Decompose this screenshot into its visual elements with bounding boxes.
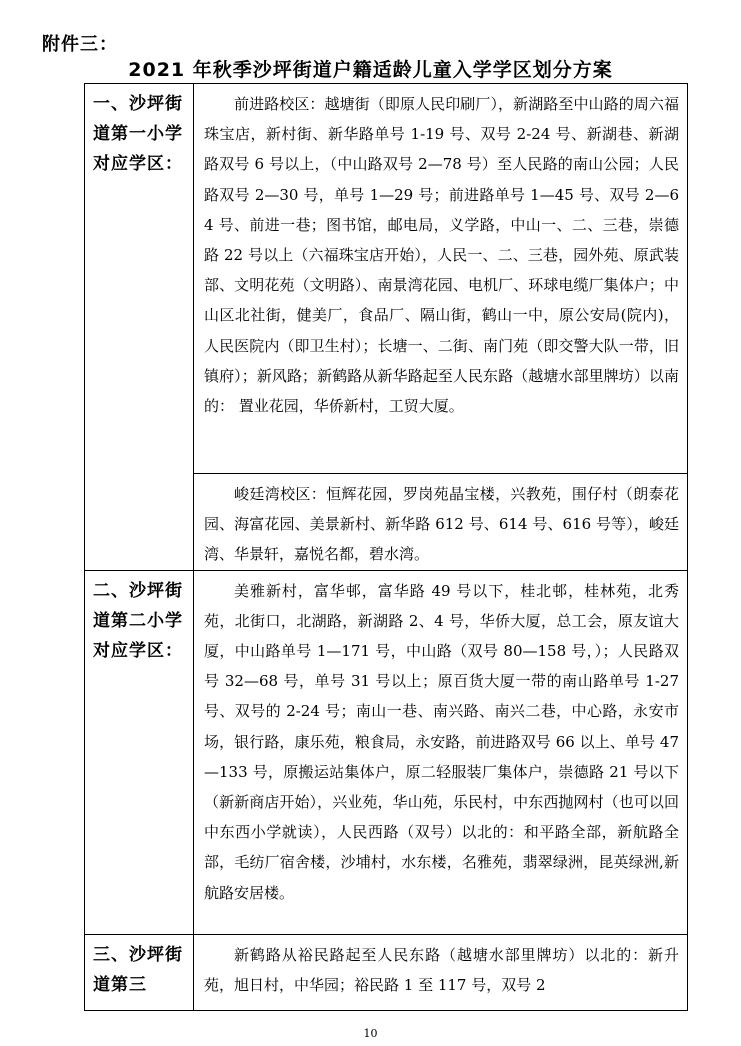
school-label-1: 一、沙坪街道第一小学对应学区： [85,84,194,571]
zone-content-junting: 峻廷湾校区：恒辉花园，罗岗苑晶宝楼，兴教苑，围仔村（朗泰花园、海富花园、美景新村、新华路 612 号、614 号、616 号等），峻廷湾、华景轩，嘉悦名都，碧水湾。 [194,474,688,571]
zone-content-qianjin: 前进路校区：越塘街（即原人民印刷厂），新湖路至中山路的周六福珠宝店，新村街、新华路单号 1-19 号、双号 2-24 号、新湖巷、新湖路双号 6 号以上，（中山路双号 2—78 号）至人民路的南山公园；人民路双号 2—30 号，单号 1—29 号；前进路单号 1—45 号、双号 2—64 号、前进一巷；图书馆，邮电局，义学路，中山一、二、三巷，崇德路 22 号以上（六福珠宝店开始），人民一、二、三巷，园外苑、原武装部、文明花苑（文明路）、南景湾花园、电机厂、环球电缆厂集体户；中山区北社街，健美厂，食品厂、隔山街，鹤山一中，原公安局(院内)，人民医院内（即卫生村）；长塘一、二街、南门苑（即交警大队一带，旧镇府）；新风路；新鹤路从新华路起至人民东路（越塘水部里牌坊）以南的： 置业花园，华侨新村，工贸大厦。 [194,84,688,474]
table-row [85,84,688,474]
document-title: 2021 年秋季沙坪街道户籍适龄儿童入学学区划分方案 [128,59,613,81]
zone-content-school-2: 美雅新村，富华邨，富华路 49 号以下，桂北邨，桂林苑，北秀苑，北街口，北湖路，新湖路 2、4 号，华侨大厦，总工会，原友谊大厦，中山路单号 1—171 号，中山路（双号 80—158 号，）；人民路双号 32—68 号，单号 31 号以上；原百货大厦一带的南山路单号 1-27 号、双号的 2-24 号；南山一巷、南兴路、南兴二巷，中心路，永安市场，银行路，康乐苑，粮食局，永安路，前进路双号 66 以上、单号 47—133 号，原搬运站集体户，原二轻服装厂集体户，崇德路 21 号以下（新新商店开始），兴业苑，华山苑，乐民村，中东西抛网村（也可以回中东西小学就读），人民西路（双号）以北的：和平路全部，新航路全部，毛纺厂宿舍楼，沙埔村，水东楼，名雅苑，翡翠绿洲，昆英绿洲,新航路安居楼。 [194,570,688,934]
zone-content-school-3: 新鹤路从裕民路起至人民东路（越塘水部里牌坊）以北的：新升苑，旭日村，中华园；裕民路 1 至 117 号，双号 2 [194,934,688,1010]
school-label-2: 二、沙坪街道第二小学对应学区： [85,570,194,934]
school-label-3: 三、沙坪街道第三 [85,934,194,1010]
table-row [85,934,688,1010]
page-number: 10 [363,1027,378,1040]
attachment-label: 附件三： [42,34,118,55]
school-zone-table [84,83,688,1011]
table-row [85,570,688,934]
